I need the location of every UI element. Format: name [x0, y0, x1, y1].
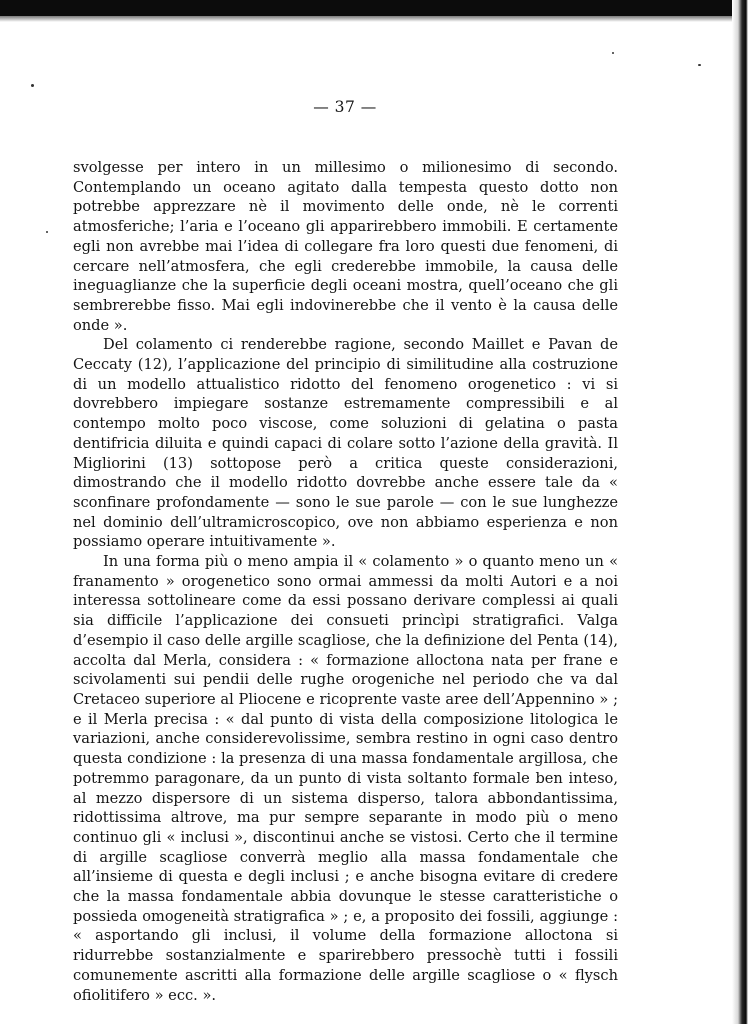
scan-top-shadow	[0, 16, 754, 22]
scan-speck	[612, 52, 614, 54]
scan-speck	[46, 231, 48, 233]
scan-speck	[698, 64, 701, 66]
page-number: — 37 —	[313, 98, 377, 116]
paragraph-argille-scagliose: In una forma più o meno ampia il « colamento » o quanto meno un « franamento » orogenetico sono ormai ammessi da molti Autori e a noi interessa sottolineare come da essi possano derivare complessi ai quali sia difficile l’applicazione dei consueti princìpi stratigrafici. Valga d’esempio il caso delle argille scagliose, che la definizione del Penta (14), accolta dal Merla, considera : « formazione alloctona nata per frane e scivolamenti sui pendii delle rughe orogeniche nel periodo che va dal Cretaceo superiore al Pliocene e ricoprente vaste aree dell’Appennino » ; e il Merla precisa : « dal punto di vista della composizione litologica le variazioni, anche considerevolissime, sembra restino in ogni caso dentro questa condizione : la presenza di una massa fondamentale argillosa, che potremmo paragonare, da un punto di vista soltanto formale ben inteso, al mezzo dispersore di un sistema disperso, talora abbondantissima, ridottissima altrove, ma pur sempre separante in modo più o meno continuo gli « inclusi », discontinui anche se vistosi. Certo che il termine di argille scagliose converrà meglio alla massa fondamentale che all’insieme di questa e degli inclusi ; e anche bisogna evitare di credere che la massa fondamentale abbia dovunque le stesse caratteristiche o possieda omogeneità stratigrafica » ; e, a proposito dei fossili, aggiunge : « asportando gli inclusi, il volume della formazione alloctona si ridurrebbe sostanzialmente e sparirebbero pressochè tutti i fossili comunemente ascritti alla formazione delle argille scagliose o « flysch ofiolitifero » ecc. ».	[73, 553, 618, 1004]
scan-right-border	[732, 0, 754, 1024]
paragraph-colamento: Del colamento ci renderebbe ragione, secondo Maillet e Pavan de Ceccaty (12), l’applicazione del principio di similitudine alla costruzione di un modello attualistico ridotto del fenomeno orogenetico : vi si dovrebbero impiegare sostanze estremamente compressibili e al contempo molto poco viscose, come soluzioni di gelatina o pasta dentifricia diluita e quindi capaci di colare sotto l’azione della gravità. Il Migliorini (13) sottopose però a critica queste considerazioni, dimostrando che il modello ridotto dovrebbe anche essere tale da « sconfinare profondamente — sono le sue parole — con le sue lunghezze nel dominio dell’ultramicroscopico, ove non abbiamo esperienza e non possiamo operare intuitivamente ».	[73, 336, 618, 551]
paragraph-continuation: svolgesse per intero in un millesimo o milionesimo di secondo. Contemplando un oceano agitato dalla tempesta questo dotto non potrebbe apprezzare nè il movimento delle onde, nè le correnti atmosferiche; l’aria e l’oceano gli apparirebbero immobili. E certamente egli non avrebbe mai l’idea di collegare fra loro questi due fenomeni, di cercare nell’atmosfera, che egli crederebbe immobile, la causa delle ineguaglianze che la superficie degli oceani mostra, quell’oceano che gli sembrerebbe fisso. Mai egli indovinerebbe che il vento è la causa delle onde ».	[73, 159, 618, 334]
scan-top-border	[0, 0, 754, 16]
scan-speck	[31, 84, 34, 87]
body-text	[73, 158, 618, 1005]
